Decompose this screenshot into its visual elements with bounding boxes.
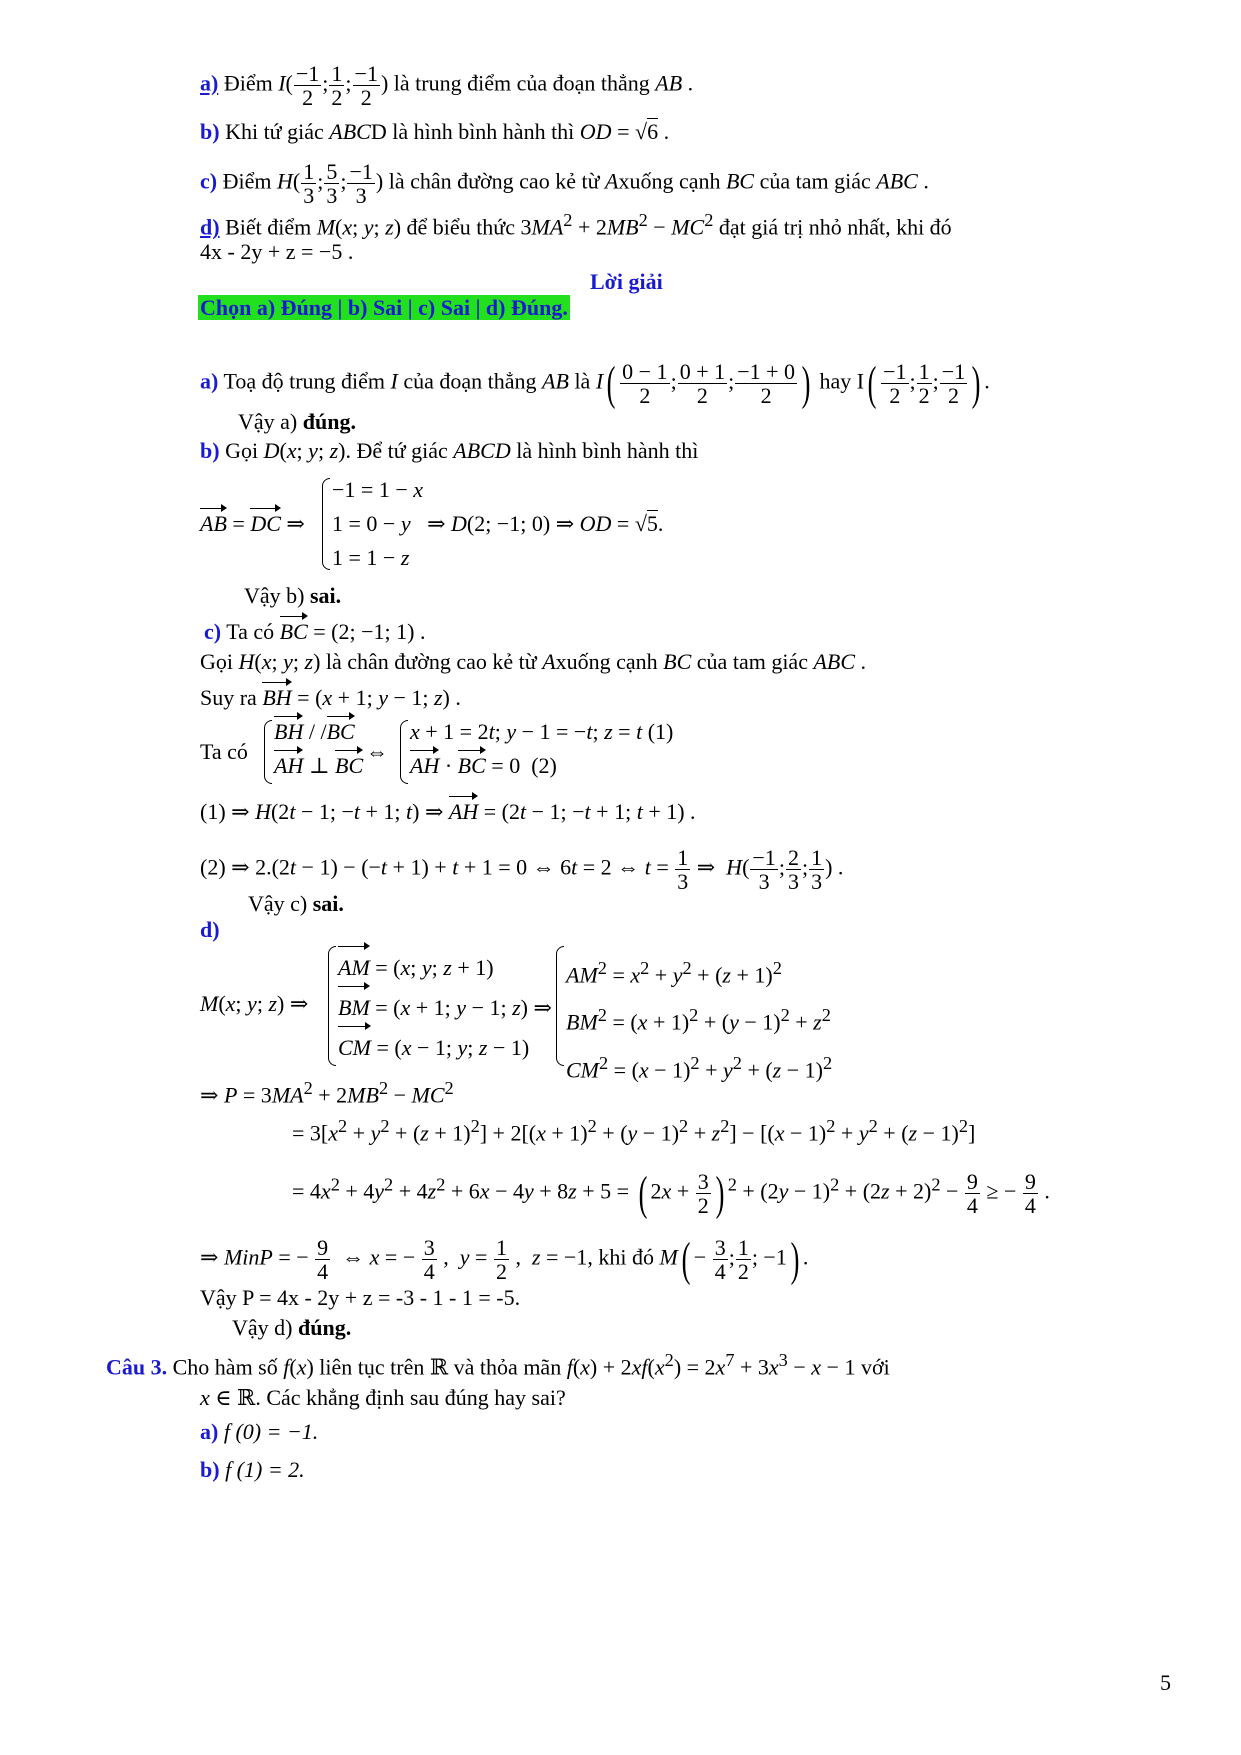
solution-a-text3: là [574,368,591,394]
brace-c2 [400,720,408,784]
answer-line [198,294,570,322]
conclusion-b-pre: Vậy b) [244,583,305,608]
solution-b-text: Gọi [225,438,259,463]
conclusion-a-pre: Vậy a) [238,409,298,434]
solution-b-text3: là hình bình hành thì [516,438,699,463]
solution-a-hay: hay I [819,368,865,394]
statement-b-text: Khi tứ giác [225,119,324,144]
brace-d2 [556,946,564,1066]
solution-c-eq1: (1) ⇒ H(2t − 1; −t + 1; t) ⇒ AH = (2t − 1; −t + 1; t + 1) . [200,799,696,824]
statement-c-text3: xuống cạnh [618,168,721,194]
solution-a-label: a) [200,368,219,394]
solution-b-eq-left: AB = DC ⇒ [200,511,305,536]
statement-d-text3: đạt giá trị nhỏ nhất, khi đó [718,214,952,240]
solution-d-vay: Vậy P = 4x - 2y + z = -3 - 1 - 1 = -5. [200,1285,521,1310]
conclusion-d-pre: Vậy d) [232,1315,293,1340]
solution-a: a) Toạ độ trung điểm I của đoạn thẳng AB là I( $\frac{0 - 1}{2}$ ; $\frac{0 + 1}{2}$ ; $\frac{-1 + 0}{2}$ ) hay I( $\frac{-1}{2}$ ; $\frac{1}{2}$ ; $\frac{-1}{2}$ ) . [200,356,990,410]
statement-a: a) Điểm I( $\frac{-1}{2}$ ; $\frac{1}{2}$ ; $\frac{-1}{2}$ ) là trung điểm của đoạn thẳng AB . [200,61,694,111]
solution-c-line2-end: của tam giác [696,649,808,674]
question3-label: Câu 3. [106,1354,168,1380]
question3-line2: x ∈ ℝ. Các khẳng định sau đúng hay sai? [200,1385,566,1410]
solution-b-label: b) [200,438,220,463]
statement-a-text2: là trung điểm của đoạn thẳng [393,70,650,96]
question3-text2: liên tục trên [319,1354,425,1380]
label-b: b) [200,119,220,144]
statement-c: c) Điểm H( $\frac{1}{3}$ ; $\frac{5}{3}$ ; $\frac{-1}{3}$ ) là chân đường cao kẻ từ Axuống cạnh BC của tam giác ABC . [200,159,929,209]
solution-c-line2-pre: Gọi [200,649,233,674]
brace-d1 [328,946,336,1066]
solution-d-minp: ⇒ MinP = − $\frac{9}{4}$ ⇔ x = − $\frac{3}{4}$ , y = $\frac{1}{2}$ , z = −1, khi đó M( − $\frac{3}{4}$ ; $\frac{1}{2}$ ; −1) . [200,1232,809,1286]
brace-b [322,478,330,570]
label-c: c) [200,168,218,194]
question3-b-label: b) [200,1457,220,1482]
solution-d-m: M(x; y; z) ⇒ [200,991,309,1016]
solution-b-sys: −1 = 1 − x 1 = 0 − y ⇒ D(2; −1; 0) ⇒ OD = √5. 1 = 1 − z [332,477,664,570]
conclusion-a: đúng. [302,409,356,434]
conclusion-c: sai. [312,891,344,916]
label-d: d) [200,214,220,240]
equiv-c: ⇔ [366,739,388,764]
solution-d-conclusion [232,1314,351,1342]
solution-c-line2: Gọi H(x; y; z) là chân đường cao kẻ từ Axuống cạnh BC của tam giác ABC . [200,649,867,674]
conclusion-d: đúng. [297,1315,352,1340]
solution-d-sys1: AM = (x; y; z + 1) BM = (x + 1; y − 1; z) ⇒ CM = (x − 1; y; z − 1) [338,948,552,1068]
question3-b-expr: f (1) = 2. [225,1457,305,1482]
question3-a-label: a) [200,1419,219,1444]
question3-a-expr: f (0) = −1. [223,1419,319,1444]
solution-d-sys2: $AM^2 = x^2 + y^2 + (z + 1)^2$ $BM^2 = (x + 1)^2 + (y - 1)^2 + z^2$ $CM^2 = (x - 1)^2 + y^2 + (z - 1)^2$ [566,958,833,1082]
solution-c-sys2: x + 1 = 2t; y − 1 = −t; z = t (1) AH · BC = 0 (2) [410,719,674,778]
statement-c-text2: là chân đường cao kẻ từ [388,168,600,194]
question3-line1: Câu 3. Cho hàm số f(x) liên tục trên ℝ và thỏa mãn $f(x) + 2xf(x^2) = 2x^7 + 3x^3 - x - 1$ với [106,1350,890,1380]
label-a: a) [200,70,219,96]
solution-d-p1: ⇒ $P = 3MA^2 + 2MB^2 - MC^2$ [200,1078,454,1108]
solution-c-line4: Ta có [200,739,248,764]
question3-b [200,1456,305,1484]
solution-d-label: d) [200,917,220,942]
solution-c-line3: Suy ra BH = (x + 1; y − 1; z) . [200,685,461,710]
statement-c-text4: của tam giác [759,168,871,194]
statement-d-line2: 4x - 2y + z = −5 . [200,239,354,264]
solution-a-text: Toạ độ trung điểm [223,368,386,394]
question3-text3: và thỏa mãn [453,1354,562,1380]
conclusion-c-pre: Vậy c) [248,891,308,916]
statement-a-text: Điểm [223,70,273,96]
question3-a [200,1418,318,1446]
answer-highlight: Chọn a) Đúng | b) Sai | c) Sai | d) Đúng. [200,295,568,320]
statement-d-text: Biết điểm [225,214,312,240]
solution-d-p2: = $3[x^2 + y^2 + (z + 1)^2] + 2[(x + 1)^2 + (y - 1)^2 + z^2] - [(x - 1)^2 + y^2 + (z - 1)^2]$ [292,1116,976,1146]
solution-c-line1: c) Ta có BC = (2; −1; 1) . [204,619,426,644]
solution-b-conclusion [244,582,341,610]
statement-d-text2: để biểu thức [406,214,515,240]
brace-c1 [264,720,272,784]
statement-b-text2: là hình bình hành thì [392,119,575,144]
solution-a-text2: của đoạn thẳng [403,368,537,394]
statement-b: b) Khi tứ giác ABCD là hình bình hành thì OD = √6 . [200,119,670,144]
question3-text4: với [860,1354,890,1380]
solution-c-conclusion [248,890,344,918]
solution-c-line2-mid2: xuống cạnh [555,649,658,674]
solution-heading: Lời giải [590,269,663,294]
solution-c-line3-text: Suy ra [200,685,257,710]
solution-c-line2-mid: là chân đường cao kẻ từ [325,649,537,674]
solution-c-text: Ta có [226,619,275,644]
conclusion-b: sai. [309,583,342,608]
statement-c-text: Điểm [222,168,272,194]
question3-text: Cho hàm số [172,1354,278,1380]
solution-a-conclusion [238,408,356,436]
solution-c-label: c) [204,619,222,644]
solution-b-text2: . Để tứ giác [345,438,448,463]
solution-c-eq2: (2) ⇒ 2.(2t − 1) − (−t + 1) + t + 1 = 0 ⇔ 6t = 2 ⇔ t = $\frac{1}{3}$ ⇒ H( $\frac{-1}{3}$ ; $\frac{2}{3}$ ; $\frac{1}{3}$ ) . [200,845,844,895]
solution-c-sys1: BH / /BC AH ⊥ BC [274,719,364,778]
solution-d-p3: = $4x^2 + 4y^2 + 4z^2 + 6x - 4y + 8z + 5$ = ( 2x + $\frac{3}{2}$ ) $^2 + (2y - 1)^2 + (2z + 2)^2$ − $\frac{9}{4}$ ≥ − $\frac{9}{4}$ . [292,1166,1050,1220]
page-number: 5 [1160,1670,1171,1695]
solution-d-minp-text: , khi đó [587,1244,654,1270]
question3-line2-text: . Các khẳng định sau đúng hay sai? [255,1385,566,1410]
solution-b: b) Gọi D(x; y; z). Để tứ giác ABCD là hình bình hành thì [200,438,699,463]
statement-d: d) Biết điểm M(x; y; z) để biểu thức $3MA^2 + 2MB^2 - MC^2$ đạt giá trị nhỏ nhất, khi đó [200,210,952,240]
